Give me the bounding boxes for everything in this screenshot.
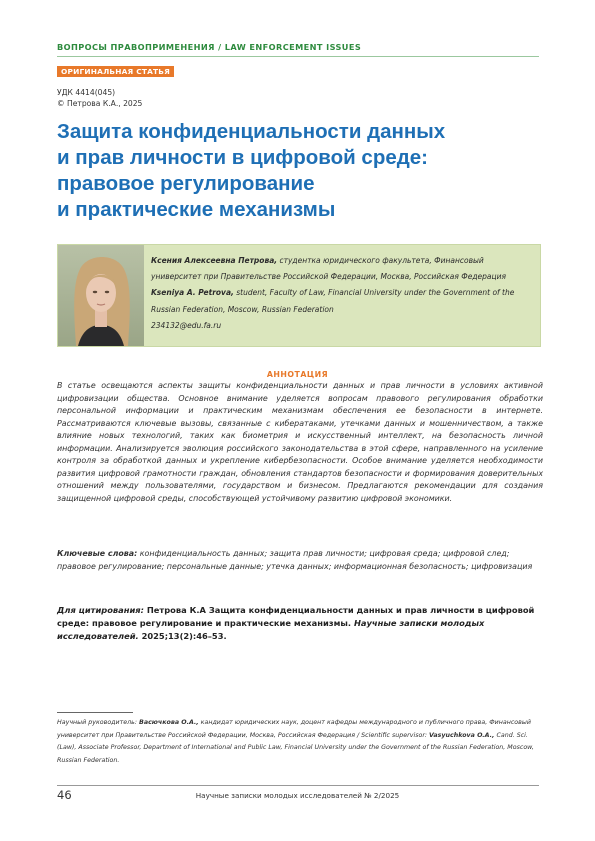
footnote [57, 717, 543, 767]
author-affiliation-en: student, Faculty of Law, Financial University under the Government of the Russian Federation, Moscow, Russian Federation [151, 288, 515, 314]
author-photo [58, 245, 144, 346]
copyright: © Петрова К.А., 2025 [57, 98, 143, 108]
author-info [144, 245, 540, 346]
keywords-text: конфиденциальность данных; защита прав личности; цифровая среда; цифровой след; правовое регулирование; персональные данные; утечка данных; информационная безопасность; цифровизация [57, 549, 533, 571]
title-line: правовое регулирование [57, 172, 315, 195]
author-portrait-image [58, 245, 144, 346]
author-affiliation-ru: студентка юридического факультета, Финансовый университет при Правительстве Российской Федерации, Москва, Российская Федерация [151, 256, 506, 282]
article-type-badge: ОРИГИНАЛЬНАЯ СТАТЬЯ [57, 66, 174, 77]
udk-block [57, 88, 142, 109]
abstract-heading: АННОТАЦИЯ [266, 370, 329, 379]
title-line: и практические механизмы [57, 198, 336, 221]
journal-footer: Научные записки молодых исследователей № 2/2025 [195, 791, 400, 800]
author-name-ru: Ксения Алексеевна Петрова, [151, 256, 278, 265]
supervisor-info-ru: кандидат юридических наук, доцент кафедры международного и публичного права, Финансовый университет при Правительстве Российской Федерации, Москва, Российская Федерация / Scientific supervisor: [57, 719, 531, 739]
footnote-divider [57, 712, 133, 713]
abstract-text: В статье освещаются аспекты защиты конфиденциальности данных и прав личности в условиях активной цифровизации общества. Основное внимание уделяется вопросам правового регулирования обработки персональной информации и практическим механизмам обеспечения ее безопасности в интернете. Рассматриваются ключевые вызовы, связанные с кибератаками, утечками данных и мошенничеством, а также влияние новых технологий, таких как биометрия и искусственный интеллект, на безопасность личной информации. Анализируется эволюция российского законодательства в этой сфере, направленного на усиление контроля за обработкой данных и укрепление кибербезопасности. Особое внимание уделяется необходимости развития цифровой грамотности граждан, обновления стандартов безопасности и формирования доверительных отношений между пользователями, государством и бизнесом. Предлагаются рекомендации для создания защищенной цифровой среды, способствующей устойчивому развитию цифровой экономики. [57, 381, 543, 503]
keywords-label: Ключевые слова: [57, 549, 138, 558]
author-name-en: Kseniya A. Petrova, [151, 288, 234, 298]
citation-label: Для цитирования: [57, 605, 144, 615]
keywords [57, 548, 543, 573]
citation-journal: Научные записки молодых исследователей. [57, 618, 485, 641]
citation-ref: 2025;13(2):46–53. [138, 631, 227, 641]
footnote-label: Научный руководитель: [57, 719, 140, 726]
title-line: и прав личности в цифровой среде: [57, 146, 429, 169]
udk-code: УДК 4414(045) [57, 88, 116, 97]
footer-divider [57, 785, 539, 786]
citation [57, 604, 543, 643]
article-title [57, 119, 527, 223]
author-box [57, 244, 541, 347]
citation-text: Петрова К.А Защита конфиденциальности данных и прав личности в цифровой среде: правовое регулирование и практические механизмы. [57, 605, 535, 628]
supervisor-name-ru: Васючкова О.А., [139, 719, 199, 726]
page-number: 46 [57, 788, 72, 802]
title-line: Защита конфиденциальности данных [57, 120, 446, 143]
author-email[interactable]: 234132@edu.fa.ru [151, 320, 222, 330]
section-divider [57, 56, 539, 57]
supervisor-info-en: Cand. Sci. (Law), Associate Professor, Department of International and Public Law, Financial University under the Government of the Russian Federation, Moscow, Russian Federation. [57, 731, 534, 764]
supervisor-name-en: Vasyuchkova O.A., [429, 731, 495, 739]
section-header: ВОПРОСЫ ПРАВОПРИМЕНЕНИЯ / LAW ENFORCEMENT ISSUES [57, 42, 362, 52]
